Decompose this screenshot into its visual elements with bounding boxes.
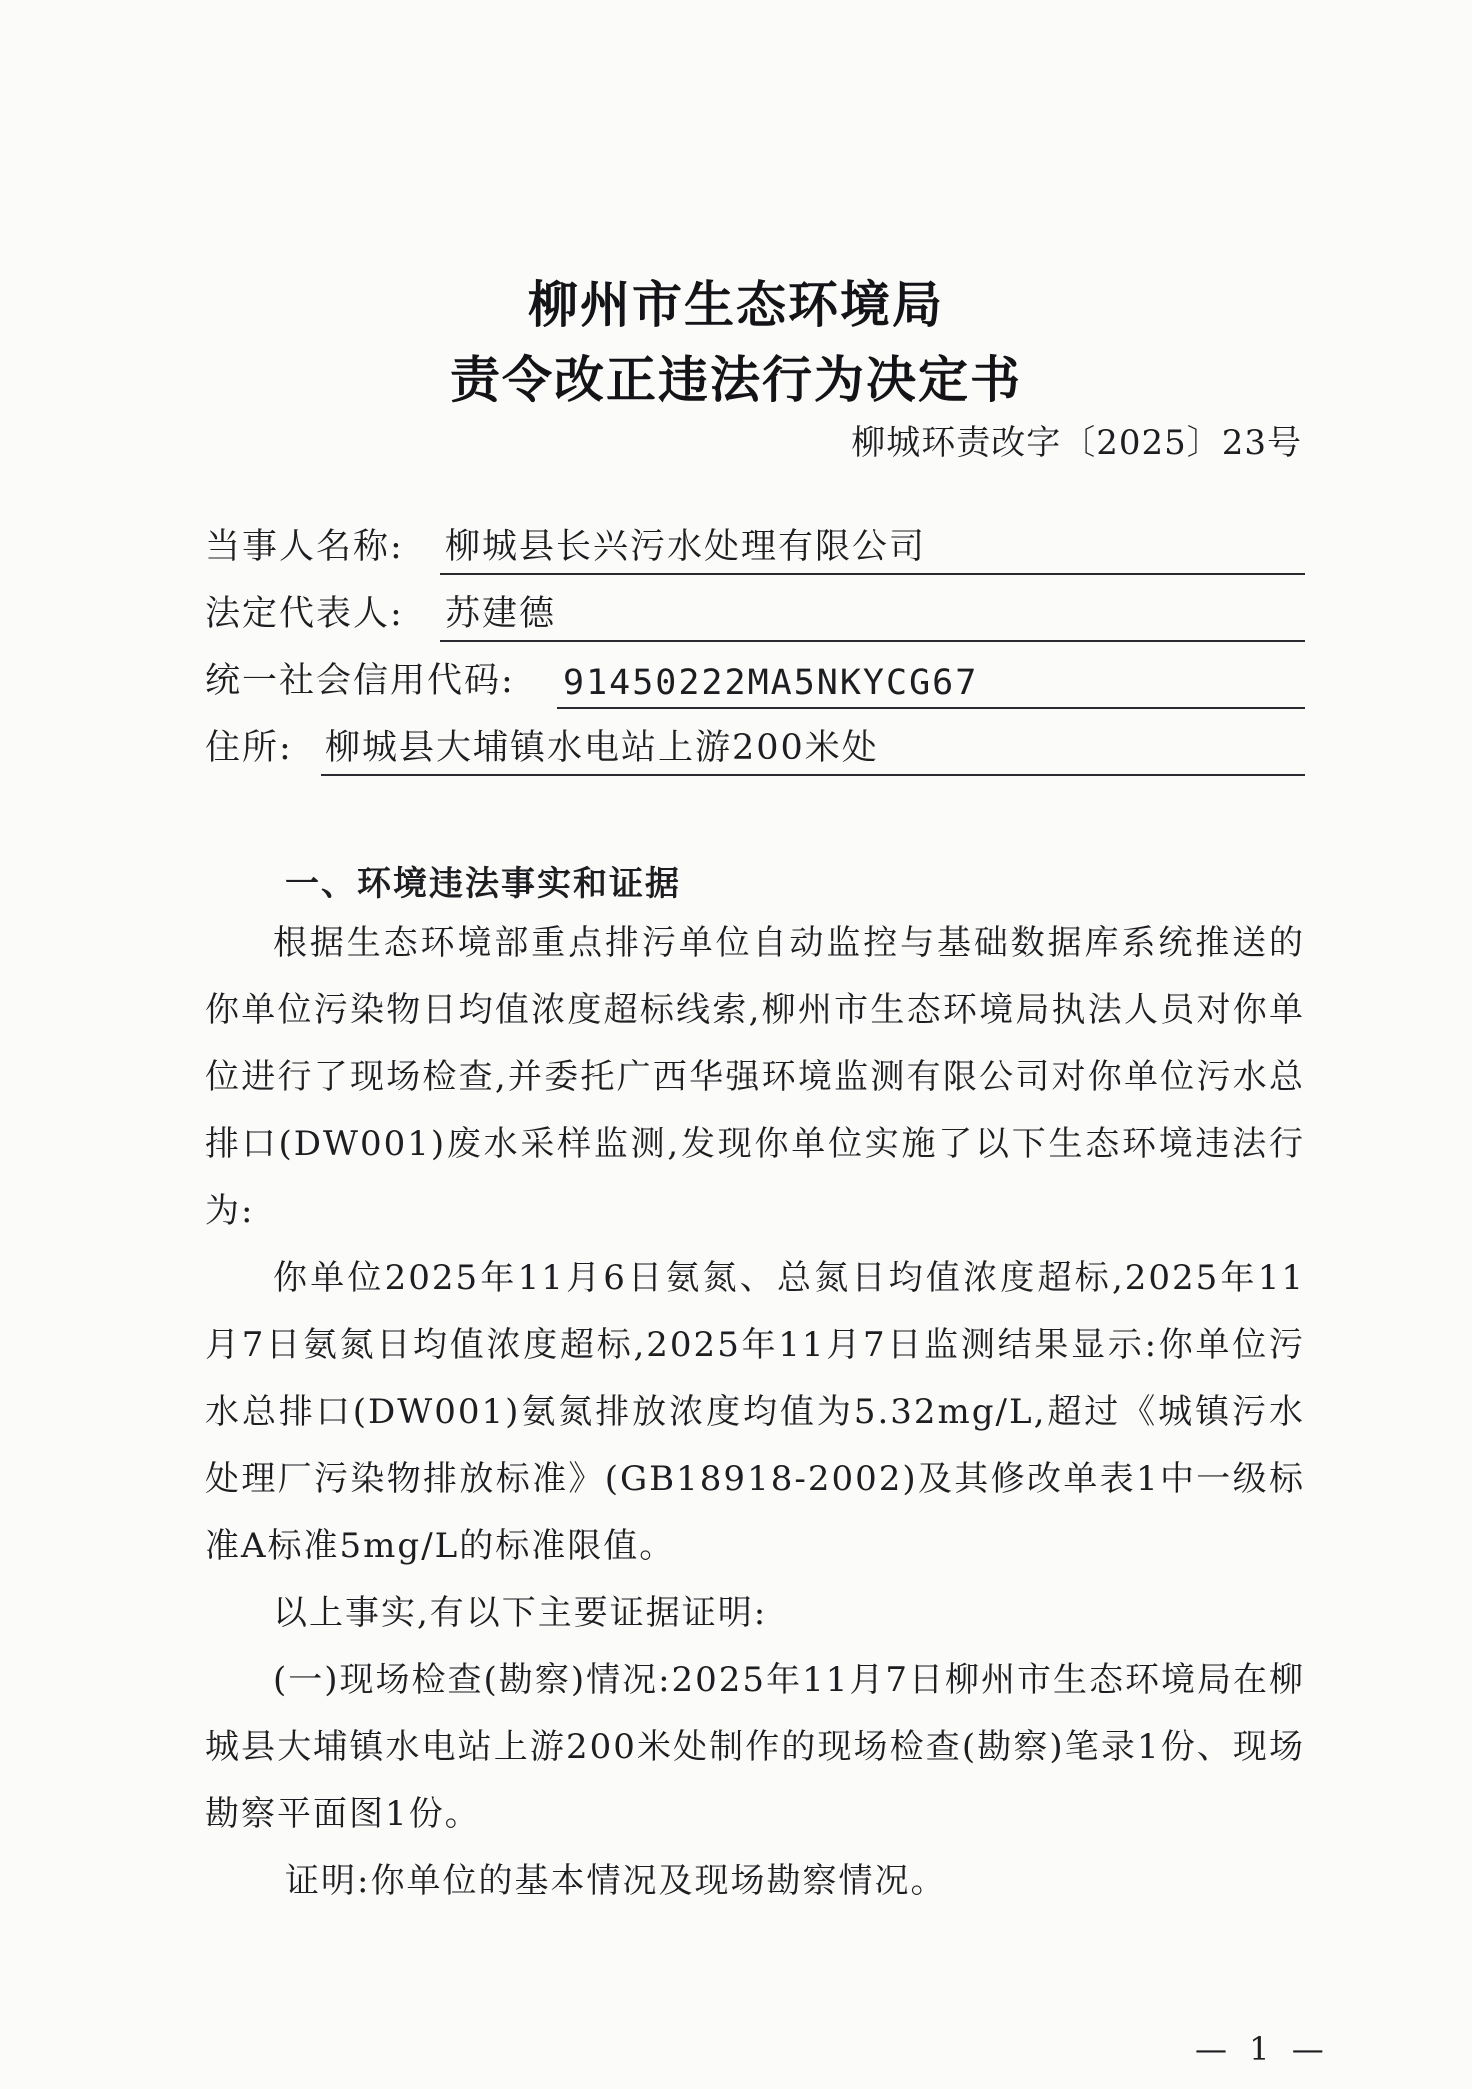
address-underline <box>321 774 1305 776</box>
address-value: 柳城县大埔镇水电站上游200米处 <box>325 728 879 768</box>
party-name-value: 柳城县长兴污水处理有限公司 <box>445 527 927 567</box>
party-name-underline <box>440 573 1305 575</box>
document-title-line1: 柳州市生态环境局 <box>528 276 944 334</box>
credit-code-value: 91450222MA5NKYCG67 <box>563 663 979 703</box>
paragraph-evidence-1-proof: 证明:你单位的基本情况及现场勘察情况。 <box>285 1861 947 1901</box>
address-field <box>205 722 1305 776</box>
legal-rep-field <box>205 588 1305 642</box>
legal-rep-underline <box>440 640 1305 642</box>
paragraph-facts-intro: 根据生态环境部重点排污单位自动监控与基础数据库系统推送的你单位污染物日均值浓度超标线索,柳州市生态环境局执法人员对你单位进行了现场检查,并委托广西华强环境监测有限公司对你单位污水总排口(DW001)废水采样监测,发现你单位实施了以下生态环境违法行为: <box>205 923 1305 1231</box>
paragraph-evidence-1: (一)现场检查(勘察)情况:2025年11月7日柳州市生态环境局在柳城县大埔镇水电站上游200米处制作的现场检查(勘察)笔录1份、现场勘察平面图1份。 <box>205 1660 1305 1834</box>
legal-rep-label: 法定代表人: <box>205 594 404 634</box>
document-title-line2: 责令改正违法行为决定书 <box>450 351 1022 409</box>
page-number: — 1 — <box>1195 2030 1330 2068</box>
party-name-label: 当事人名称: <box>205 527 404 567</box>
paragraph-evidence-intro: 以上事实,有以下主要证据证明: <box>273 1593 768 1633</box>
credit-code-label: 统一社会信用代码: <box>205 661 515 701</box>
section-heading: 一、环境违法事实和证据 <box>285 864 681 904</box>
credit-code-field <box>205 655 1305 709</box>
address-label: 住所: <box>205 728 293 768</box>
credit-code-underline <box>557 707 1305 709</box>
paragraph-violation-detail: 你单位2025年11月6日氨氮、总氮日均值浓度超标,2025年11月7日氨氮日均值浓度超标,2025年11月7日监测结果显示:你单位污水总排口(DW001)氨氮排放浓度均值为5.32mg/L,超过《城镇污水处理厂污染物排放标准》(GB18918-2002)及其修改单表1中一级标准A标准5mg/L的标准限值。 <box>205 1258 1305 1566</box>
legal-rep-value: 苏建德 <box>445 594 557 634</box>
document-number: 柳城环责改字〔2025〕23号 <box>851 423 1302 463</box>
party-name-field <box>205 521 1305 575</box>
